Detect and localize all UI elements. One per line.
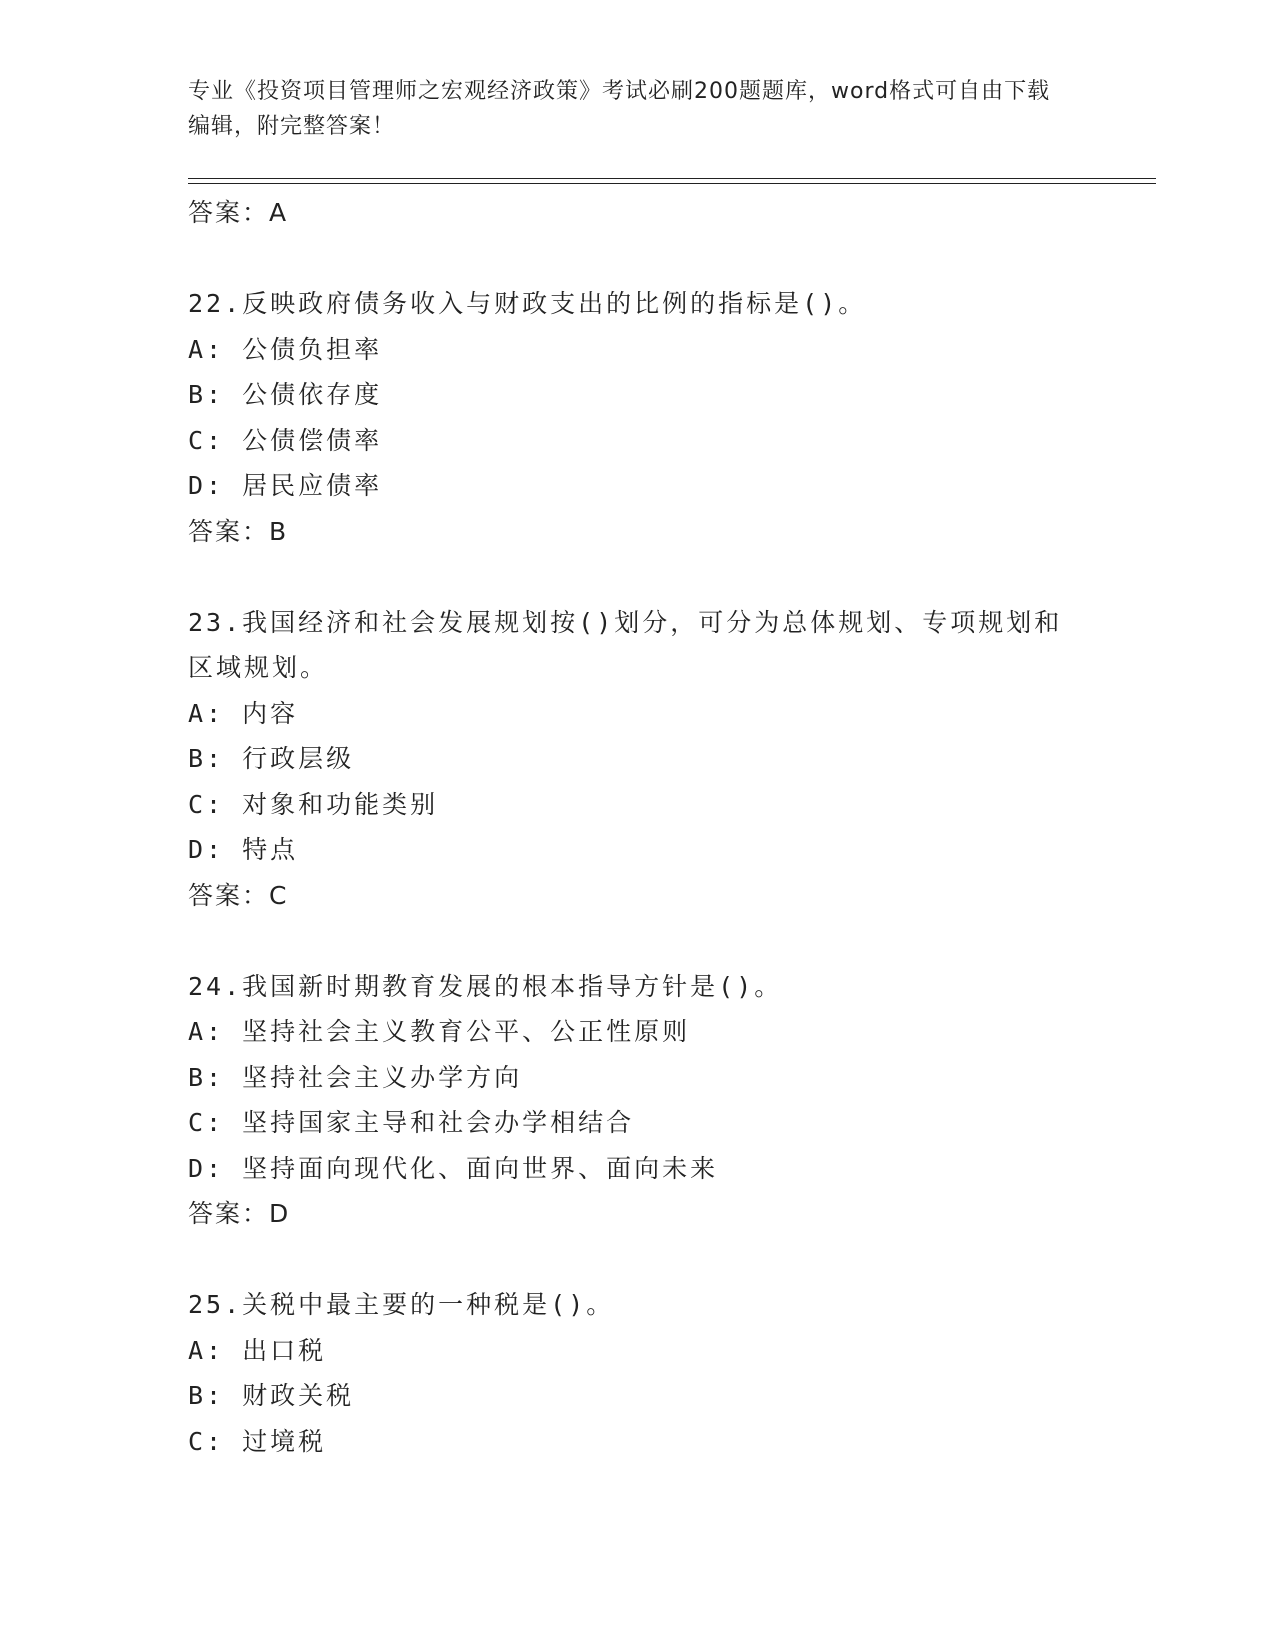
- spacer: [188, 918, 1148, 964]
- option-line: A: 坚持社会主义教育公平、公正性原则: [188, 1017, 691, 1046]
- answer-line: 答案：D: [188, 1199, 291, 1228]
- spacer: [188, 236, 1148, 282]
- option-line: D: 坚持面向现代化、面向世界、面向未来: [188, 1153, 719, 1183]
- answer-line: 答案：B: [188, 516, 289, 546]
- option-line: A: 出口税: [188, 1335, 327, 1365]
- question-text: 22.反映政府债务收入与财政支出的比例的指标是()。: [188, 289, 867, 318]
- header-divider-top: [188, 178, 1156, 179]
- option-line: C: 过境税: [188, 1426, 327, 1456]
- option-line: C: 公债偿债率: [188, 425, 383, 455]
- question-text: 24.我国新时期教育发展的根本指导方针是()。: [188, 971, 783, 1001]
- option-line: C: 坚持国家主导和社会办学相结合: [188, 1108, 635, 1137]
- option-line: C: 对象和功能类别: [188, 789, 439, 819]
- answer-line: 答案：C: [188, 880, 289, 910]
- option-line: B: 坚持社会主义办学方向: [188, 1062, 523, 1092]
- option-line: D: 居民应债率: [188, 471, 383, 500]
- question-text: 23.我国经济和社会发展规划按()划分，可分为总体规划、专项规划和区域规划。: [188, 607, 1063, 682]
- document-header: 专业《投资项目管理师之宏观经济政策》考试必刷200题题库，word格式可自由下载编辑，附完整答案！: [188, 79, 1051, 139]
- option-line: B: 公债依存度: [188, 380, 383, 409]
- option-line: B: 财政关税: [188, 1381, 355, 1410]
- option-line: B: 行政层级: [188, 744, 355, 773]
- spacer: [188, 554, 1148, 600]
- question-content: [188, 190, 1148, 1464]
- answer-line: 答案：A: [188, 198, 289, 227]
- option-line: A: 公债负担率: [188, 334, 383, 364]
- question-text: 25.关税中最主要的一种税是()。: [188, 1290, 615, 1319]
- header-divider-bottom: [188, 183, 1156, 184]
- spacer: [188, 1237, 1148, 1283]
- option-line: D: 特点: [188, 835, 299, 864]
- option-line: A: 内容: [188, 698, 299, 728]
